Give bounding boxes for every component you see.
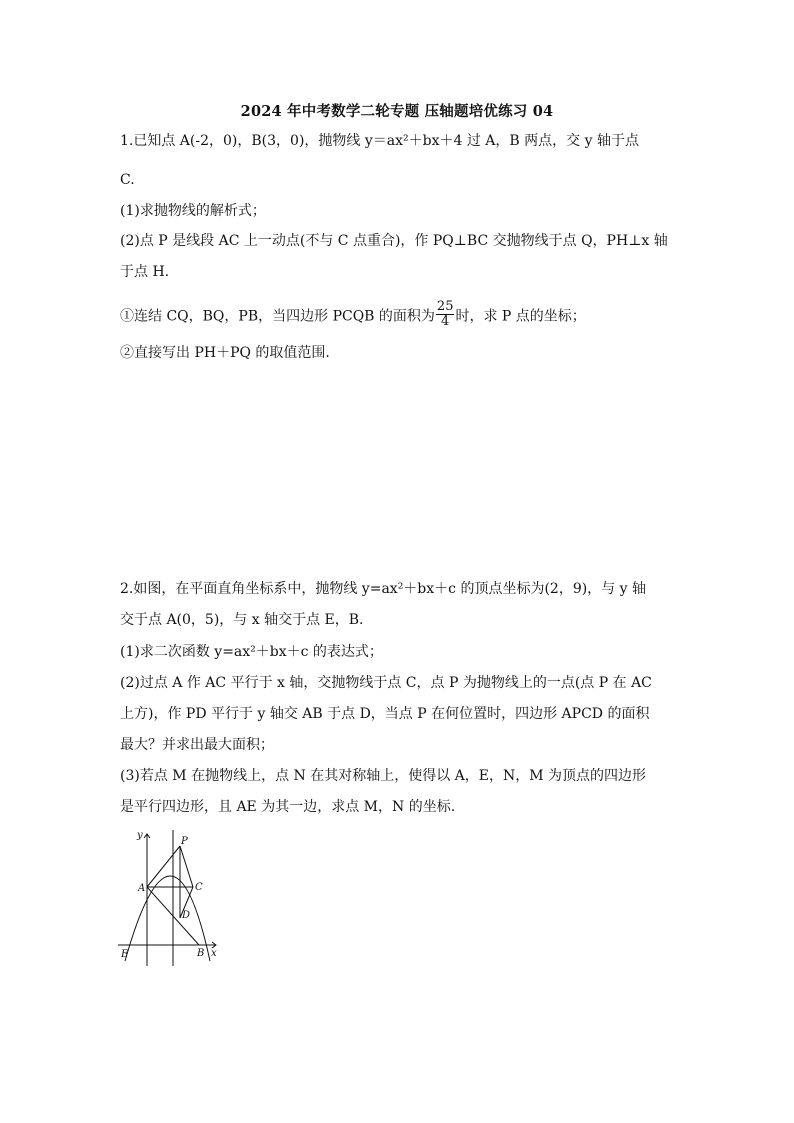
label-y: y [137,830,143,841]
line-pc [180,846,193,887]
fraction-numerator: 25 [436,299,454,314]
q1-line: ②直接写出 PH＋PQ 的取值范围. [120,345,330,361]
q2-line: 上方)，作 PD 平行于 y 轴交 AB 于点 D，当点 P 在何位置时，四边形 APCD 的面积 [120,706,650,722]
q2-line: (2)过点 A 作 AC 平行于 x 轴，交抛物线于点 C，点 P 为抛物线上的一点(点 P 在 AC [120,675,652,691]
q1-line: C. [120,172,135,188]
q2-line: 交于点 A(0，5)，与 x 轴交于点 E，B. [120,612,364,628]
label-e: E [121,949,129,960]
q1-line: 于点 H. [120,264,170,280]
q1-part1-text-end: 时，求 P 点的坐标； [455,308,586,325]
parabola-figure [115,826,225,966]
q2-line: 最大？并求出最大面积； [120,737,274,753]
fraction-denominator: 4 [441,314,450,329]
line-ap [147,846,180,887]
label-p: P [181,836,188,847]
q1-line: 1.已知点 A(-2，0)，B(3，0)，抛物线 y＝ax²＋bx＋4 过 A，B 两点，交 y 轴于点 [120,133,639,149]
label-x: x [211,948,217,959]
q2-line: (1)求二次函数 y=ax²＋bx＋c 的表达式； [120,644,383,660]
label-c: C [195,882,203,893]
label-a: A [138,883,146,894]
fraction [436,300,455,329]
q2-line: 2.如图，在平面直角坐标系中，抛物线 y=ax²＋bx＋c 的顶点坐标为(2，9)，与 y 轴 [120,581,646,597]
page-title: 2024 年中考数学二轮专题 压轴题培优练习 04 [240,103,554,120]
q1-part1-text: ①连结 CQ，BQ，PB，当四边形 PCQB 的面积为 [120,308,435,325]
q1-line: (2)点 P 是线段 AC 上一动点(不与 C 点重合)，作 PQ⊥BC 交抛物线于点 Q，PH⊥x 轴 [120,233,668,249]
q1-line: (1)求抛物线的解析式； [120,203,266,219]
q1-line [120,299,700,331]
q2-line: (3)若点 M 在抛物线上，点 N 在其对称轴上，使得以 A，E，N，M 为顶点的四边形 [120,768,647,784]
label-d: D [182,910,191,921]
q2-line: 是平行四边形，且 AE 为其一边，求点 M，N 的坐标. [120,799,456,815]
label-b: B [197,948,205,959]
